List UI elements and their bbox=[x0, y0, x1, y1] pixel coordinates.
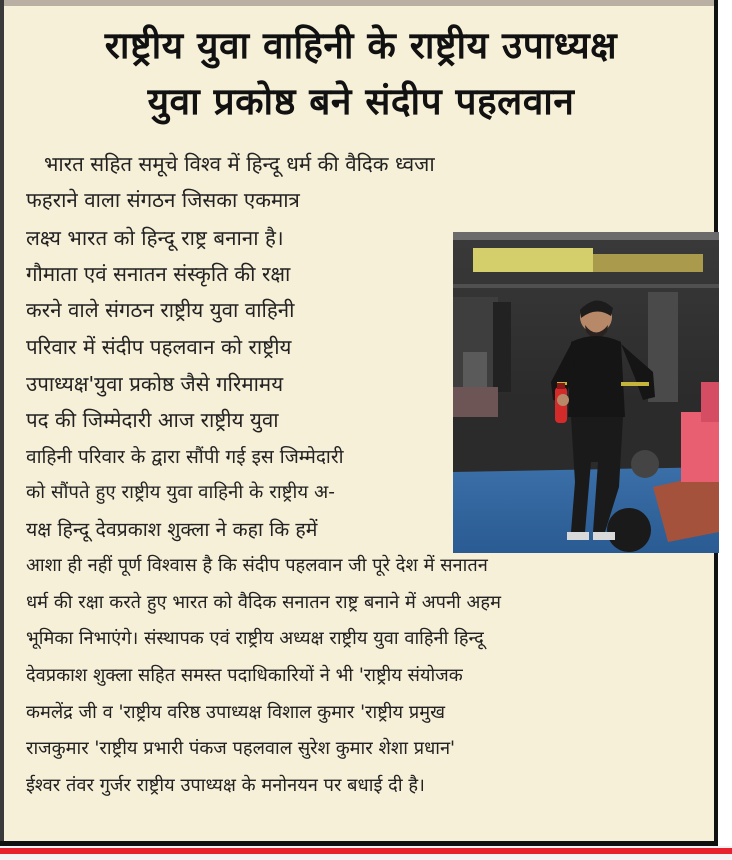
article-line: फहराने वाला संगठन जिसका एकमात्र bbox=[26, 188, 300, 212]
red-rule bbox=[0, 846, 732, 860]
article-line: राजकुमार 'राष्ट्रीय प्रभारी पंकज पहलवाल सुरेश कुमार शेशा प्रधान' bbox=[26, 738, 456, 759]
right-margin bbox=[718, 0, 732, 860]
article-line: गौमाता एवं सनातन संस्कृति की रक्षा bbox=[26, 262, 291, 286]
article-line: वाहिनी परिवार के द्वारा सौंपी गई इस जिम्मेदारी bbox=[26, 446, 344, 468]
article-line: परिवार में संदीप पहलवान को राष्ट्रीय bbox=[26, 335, 292, 359]
article-line: देवप्रकाश शुक्ला सहित समस्त पदाधिकारियों ने भी 'राष्ट्रीय संयोजक bbox=[26, 665, 463, 686]
headline-line-1: राष्ट्रीय युवा वाहिनी के राष्ट्रीय उपाध्यक्ष bbox=[104, 24, 618, 67]
headline bbox=[16, 18, 706, 130]
top-border bbox=[0, 0, 732, 6]
left-border bbox=[0, 0, 4, 845]
article-line: यक्ष हिन्दू देवप्रकाश शुक्ला ने कहा कि हमें bbox=[26, 518, 318, 541]
article-line: भारत सहित समूचे विश्व में हिन्दू धर्म की वैदिक ध्वजा bbox=[44, 152, 435, 176]
article-line: को सौंपते हुए राष्ट्रीय युवा वाहिनी के राष्ट्रीय अ- bbox=[26, 482, 335, 503]
gym-photo bbox=[453, 232, 719, 553]
article-line: धर्म की रक्षा करते हुए भारत को वैदिक सनातन राष्ट्र बनाने में अपनी अहम bbox=[26, 592, 501, 613]
article-line: आशा ही नहीं पूर्ण विश्वास है कि संदीप पहलवान जी पूरे देश में सनातन bbox=[26, 555, 488, 576]
article-line: करने वाले संगठन राष्ट्रीय युवा वाहिनी bbox=[26, 298, 295, 322]
article-line: लक्ष्य भारत को हिन्दू राष्ट्र बनाना है। bbox=[26, 226, 284, 250]
article-line: पद की जिम्मेदारी आज राष्ट्रीय युवा bbox=[26, 408, 279, 432]
article-line: कमलेंद्र जी व 'राष्ट्रीय वरिष्ठ उपाध्यक्ष विशाल कुमार 'राष्ट्रीय प्रमुख bbox=[26, 702, 445, 723]
photo-illustration bbox=[453, 232, 719, 553]
headline-line-2: युवा प्रकोष्ठ बने संदीप पहलवान bbox=[147, 80, 575, 123]
article-line: ईश्वर तंवर गुर्जर राष्ट्रीय उपाध्यक्ष के मनोनयन पर बधाई दी है। bbox=[26, 775, 425, 796]
article-line: भूमिका निभाएंगे। संस्थापक एवं राष्ट्रीय अध्यक्ष राष्ट्रीय युवा वाहिनी हिन्दू bbox=[26, 628, 484, 649]
article-line: उपाध्यक्ष'युवा प्रकोष्ठ जैसे गरिमामय bbox=[26, 372, 284, 396]
